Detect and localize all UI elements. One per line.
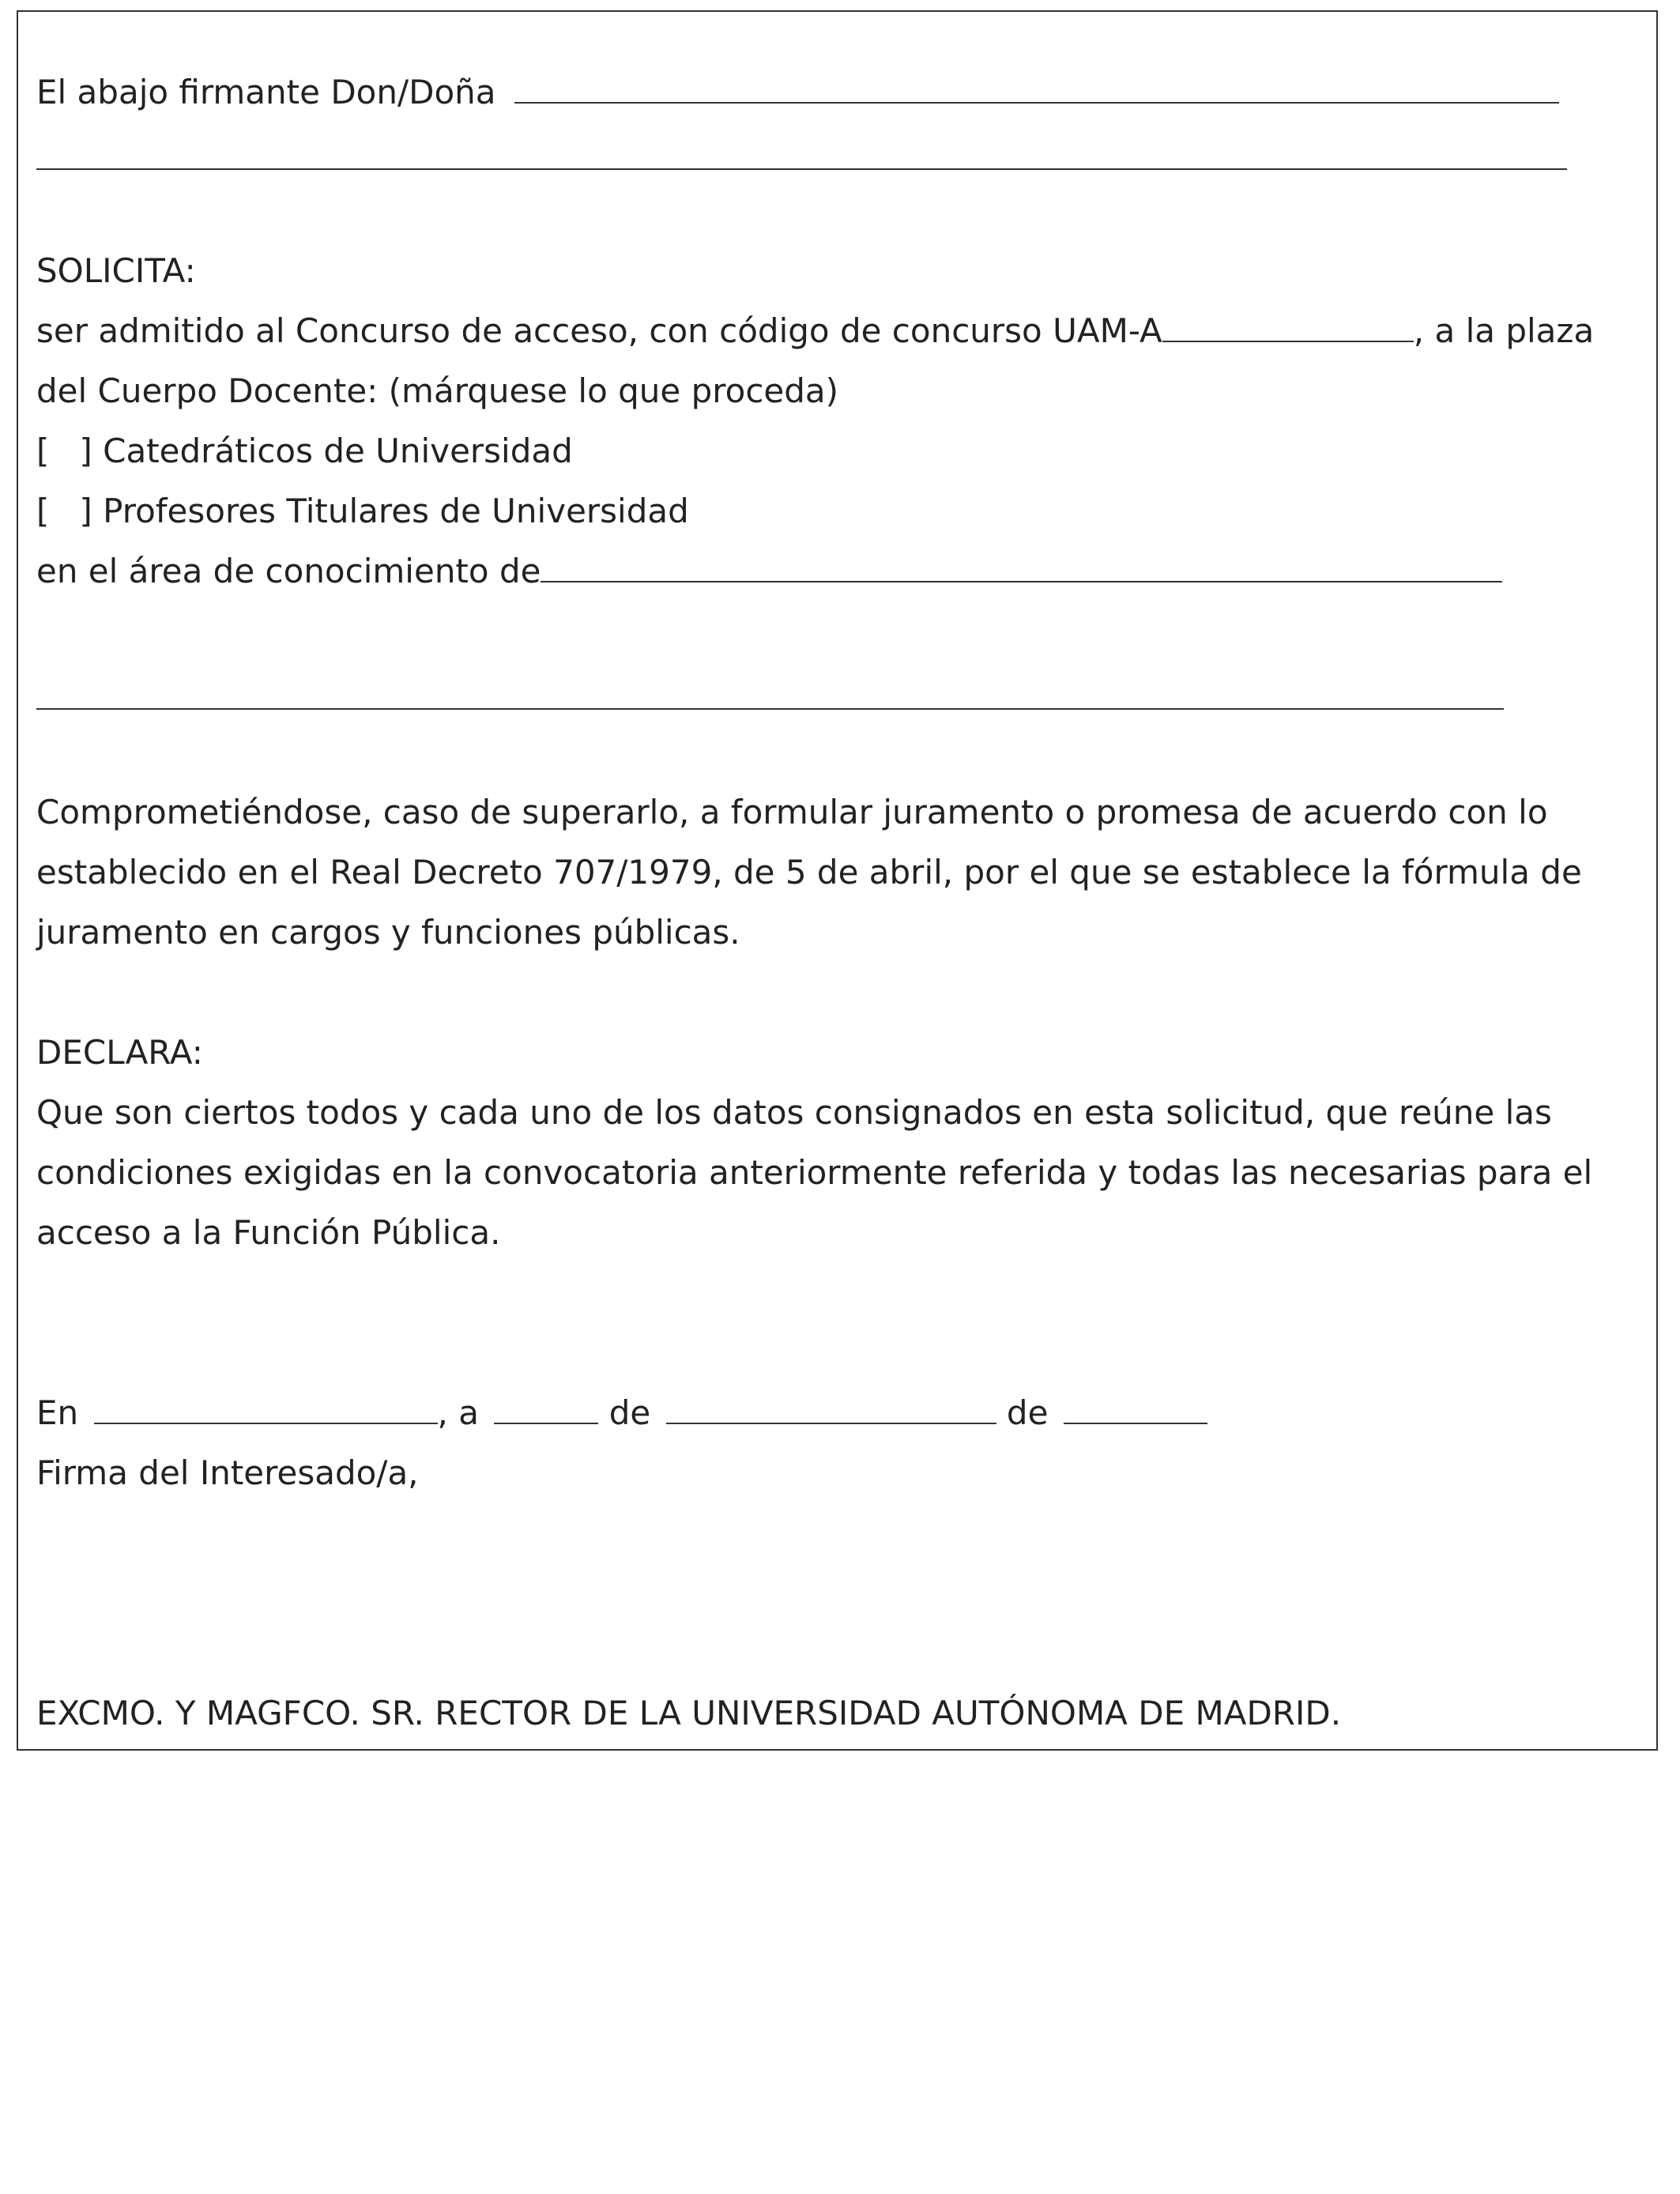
date-line	[36, 1393, 1207, 1433]
cuerpo-line: del Cuerpo Docente: (márquese lo que proceda)	[36, 371, 839, 410]
admit-suffix: , a la plaza	[1413, 311, 1595, 350]
checkbox-catedraticos[interactable]: [ ]	[36, 432, 92, 470]
declaration-line-3: acceso a la Función Pública.	[36, 1213, 501, 1252]
applicant-line	[36, 73, 1559, 112]
area-label: en el área de conocimiento de	[36, 552, 541, 590]
month-field[interactable]	[666, 1397, 996, 1424]
applicant-label: El abajo firmante Don/Doña	[36, 73, 496, 111]
option-catedraticos[interactable]	[36, 432, 573, 471]
signature-label: Firma del Interesado/a,	[36, 1453, 419, 1492]
declara-heading: DECLARA:	[36, 1033, 203, 1072]
admit-text: ser admitido al Concurso de acceso, con código de concurso UAM-A	[36, 311, 1162, 350]
option-titulares[interactable]	[36, 492, 689, 531]
admit-line	[36, 311, 1594, 351]
area-line	[36, 552, 1502, 591]
option-titulares-label: Profesores Titulares de Universidad	[103, 492, 689, 530]
place-field[interactable]	[94, 1397, 438, 1424]
option-catedraticos-label: Catedráticos de Universidad	[103, 432, 573, 470]
commitment-line-3: juramento en cargos y funciones públicas.	[36, 913, 740, 952]
year-field[interactable]	[1064, 1397, 1207, 1424]
addressee: EXCMO. Y MAGFCO. SR. RECTOR DE LA UNIVERSIDAD AUTÓNOMA DE MADRID.	[36, 1694, 1342, 1732]
day-field[interactable]	[494, 1397, 598, 1424]
declaration-line-1: Que son ciertos todos y cada uno de los datos consignados en esta solicitud, que reúne las	[36, 1093, 1552, 1132]
applicant-name-field[interactable]	[514, 77, 1559, 104]
commitment-line-2: establecido en el Real Decreto 707/1979, de 5 de abril, por el que se establece la fórmula de	[36, 853, 1582, 892]
checkbox-titulares[interactable]: [ ]	[36, 492, 92, 530]
date-en-label: En	[36, 1393, 79, 1432]
declaration-line-2: condiciones exigidas en la convocatoria anteriormente referida y todas las necesarias para el	[36, 1153, 1593, 1192]
contest-code-field[interactable]	[1162, 315, 1414, 342]
date-a-label: , a	[437, 1393, 479, 1432]
area-field[interactable]	[541, 556, 1502, 582]
date-de-label-1: de	[608, 1393, 651, 1432]
date-de-label-2: de	[1006, 1393, 1049, 1432]
solicita-heading: SOLICITA:	[36, 251, 196, 290]
applicant-name-field-continued[interactable]	[36, 168, 1567, 170]
area-field-continued[interactable]	[36, 708, 1504, 710]
commitment-line-1: Comprometiéndose, caso de superarlo, a formular juramento o promesa de acuerdo con lo	[36, 793, 1548, 831]
